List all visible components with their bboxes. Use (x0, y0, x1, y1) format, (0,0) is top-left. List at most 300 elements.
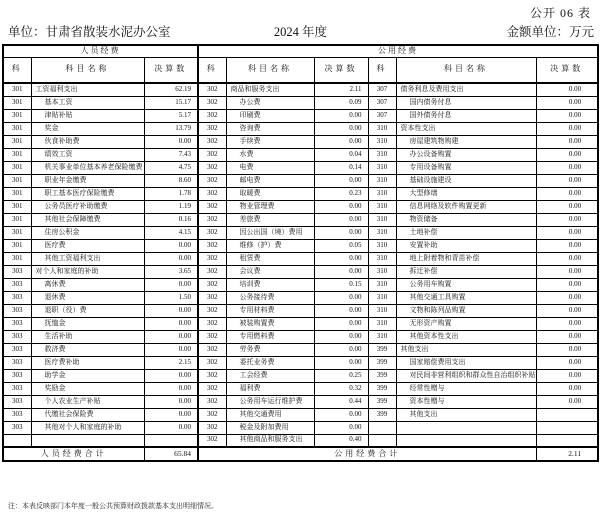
amount-cell: 0.00 (314, 174, 368, 187)
subject-cell: 安置补助 (396, 239, 536, 252)
amount-cell: 0.00 (536, 291, 598, 304)
code-cell: 399 (368, 395, 396, 408)
amount-cell (536, 434, 598, 447)
table-row (3, 304, 598, 317)
code-cell: 302 (198, 408, 226, 421)
subject-cell: 信息网络及软件购置更新 (396, 200, 536, 213)
subject-cell: 职工基本医疗保险缴费 (31, 187, 144, 200)
table-row (3, 174, 598, 187)
code-cell: 399 (368, 356, 396, 369)
subject-cell: 职业年金缴费 (31, 174, 144, 187)
subject-cell: 被装购置费 (226, 317, 314, 330)
code-cell: 302 (198, 161, 226, 174)
amount-cell (536, 408, 598, 421)
amount-cell: 0.00 (536, 148, 598, 161)
amount-cell: 0.00 (536, 356, 598, 369)
code-cell: 302 (198, 382, 226, 395)
code-cell: 399 (368, 343, 396, 356)
subject-cell: 代缴社会保险费 (31, 408, 144, 421)
amount-cell: 0.00 (144, 369, 198, 382)
amount-cell: 0.25 (314, 369, 368, 382)
amount-cell: 0.00 (144, 343, 198, 356)
table-row (3, 96, 598, 109)
subject-cell: 土地补偿 (396, 226, 536, 239)
subject-cell: 地上附着物和青苗补偿 (396, 252, 536, 265)
amount-cell: 0.00 (314, 317, 368, 330)
table-row (3, 434, 598, 447)
code-cell: 302 (198, 174, 226, 187)
amount-cell: 0.00 (314, 122, 368, 135)
subject-cell: 其他支出 (396, 343, 536, 356)
amount-cell: 1.78 (144, 187, 198, 200)
table-row (3, 395, 598, 408)
amount-cell: 0.23 (314, 187, 368, 200)
amount-cell: 0.16 (144, 213, 198, 226)
table-row (3, 200, 598, 213)
amount-cell: 0.05 (314, 239, 368, 252)
amount-cell: 0.00 (314, 421, 368, 434)
amount-cell: 0.00 (536, 343, 598, 356)
code-cell: 301 (3, 148, 31, 161)
code-cell: 303 (3, 304, 31, 317)
code-cell: 307 (368, 109, 396, 122)
amount-cell: 0.00 (144, 382, 198, 395)
table-row (3, 369, 598, 382)
code-cell (368, 421, 396, 434)
amount-cell: 0.00 (314, 200, 368, 213)
code-cell: 302 (198, 109, 226, 122)
table-row (3, 122, 598, 135)
subject-cell: 专用材料费 (226, 304, 314, 317)
code-cell: 310 (368, 226, 396, 239)
code-cell: 301 (3, 83, 31, 96)
subject-cell: 国外债务付息 (396, 109, 536, 122)
code-cell: 310 (368, 317, 396, 330)
subject-cell: 公务接待费 (226, 291, 314, 304)
code-cell: 302 (198, 122, 226, 135)
table-foot (3, 447, 598, 461)
subject-cell: 无形资产购置 (396, 317, 536, 330)
subject-cell: 水费 (226, 148, 314, 161)
table-row (3, 408, 598, 421)
code-cell: 302 (198, 252, 226, 265)
code-cell: 302 (198, 96, 226, 109)
amount-cell: 0.00 (536, 200, 598, 213)
amount-cell: 0.00 (314, 356, 368, 369)
code-cell: 310 (368, 148, 396, 161)
amount-cell: 1.19 (144, 200, 198, 213)
amount-cell: 0.00 (536, 226, 598, 239)
col-header-amount: 决算数 (314, 57, 368, 83)
code-cell: 302 (198, 304, 226, 317)
code-cell: 303 (3, 330, 31, 343)
amount-cell: 0.00 (144, 408, 198, 421)
subject-cell: 文物和陈列品购置 (396, 304, 536, 317)
code-cell: 302 (198, 343, 226, 356)
code-cell: 310 (368, 278, 396, 291)
public-total-value: 2.11 (536, 447, 598, 461)
group-header-personnel: 人员经费 (3, 45, 198, 57)
subject-cell: 伙食补助费 (31, 135, 144, 148)
code-cell: 310 (368, 122, 396, 135)
subject-cell: 物业管理费 (226, 200, 314, 213)
subject-cell: 劳务费 (226, 343, 314, 356)
subject-cell: 委托业务费 (226, 356, 314, 369)
subject-cell: 绩效工资 (31, 148, 144, 161)
subject-cell: 抚恤金 (31, 317, 144, 330)
amount-cell: 7.43 (144, 148, 198, 161)
subject-cell: 其他对个人和家庭的补助 (31, 421, 144, 434)
amount-cell: 0.00 (314, 213, 368, 226)
amount-cell: 0.14 (314, 161, 368, 174)
subject-cell: 基本工资 (31, 96, 144, 109)
subject-cell: 奖金 (31, 122, 144, 135)
amount-cell: 2.11 (314, 83, 368, 96)
code-cell: 301 (3, 174, 31, 187)
amount-cell: 0.00 (536, 317, 598, 330)
amount-cell: 0.00 (314, 291, 368, 304)
subject-cell: 办公设备购置 (396, 148, 536, 161)
subject-cell: 物资储备 (396, 213, 536, 226)
table-row (3, 226, 598, 239)
amount-cell: 0.00 (144, 317, 198, 330)
amount-cell: 0.15 (314, 278, 368, 291)
amount-cell: 8.60 (144, 174, 198, 187)
subject-cell: 工会经费 (226, 369, 314, 382)
amount-cell: 0.00 (536, 395, 598, 408)
subject-cell: 其他资本性支出 (396, 330, 536, 343)
code-cell: 399 (368, 408, 396, 421)
unit-name: 单位：甘肃省散装水泥办公室 (8, 25, 171, 39)
footnote: 注：本表反映部门本年度一般公共预算财政拨款基本支出明细情况。 (8, 502, 218, 510)
table-row (3, 161, 598, 174)
subject-cell: 福利费 (226, 382, 314, 395)
subject-cell: 因公出国（境）费用 (226, 226, 314, 239)
subject-cell: 生活补助 (31, 330, 144, 343)
subject-cell: 专用设备购置 (396, 161, 536, 174)
code-cell: 302 (198, 317, 226, 330)
amount-cell: 0.00 (536, 96, 598, 109)
amount-cell: 0.04 (314, 148, 368, 161)
amount-cell: 0.00 (144, 421, 198, 434)
amount-cell: 0.09 (314, 96, 368, 109)
subject-cell: 住房公积金 (31, 226, 144, 239)
basic-expenditure-table (2, 44, 599, 462)
subject-cell: 机关事业单位基本养老保险缴费 (31, 161, 144, 174)
amount-cell: 0.00 (536, 304, 598, 317)
subject-cell: 救济费 (31, 343, 144, 356)
subject-cell: 资本性支出 (396, 122, 536, 135)
code-cell: 301 (3, 213, 31, 226)
subject-cell: 其他交通工具购置 (396, 291, 536, 304)
amount-cell: 0.00 (536, 382, 598, 395)
subject-cell: 公务用车运行维护费 (226, 395, 314, 408)
subject-cell: 商品和服务支出 (226, 83, 314, 96)
amount-cell: 0.00 (144, 330, 198, 343)
code-cell: 301 (3, 200, 31, 213)
amount-cell: 0.00 (314, 343, 368, 356)
amount-cell: 3.65 (144, 265, 198, 278)
subject-cell: 咨询费 (226, 122, 314, 135)
code-cell: 310 (368, 252, 396, 265)
subject-cell: 国内债务付息 (396, 96, 536, 109)
amount-cell: 0.00 (314, 135, 368, 148)
code-cell: 303 (3, 395, 31, 408)
code-cell: 303 (3, 265, 31, 278)
amount-cell: 0.00 (536, 109, 598, 122)
code-cell: 301 (3, 96, 31, 109)
table-row (3, 356, 598, 369)
amount-cell: 0.00 (144, 239, 198, 252)
public-total-label: 公用经费合计 (198, 447, 536, 461)
amount-cell (536, 421, 598, 434)
table-row (3, 187, 598, 200)
code-cell: 302 (198, 213, 226, 226)
amount-cell: 0.00 (144, 304, 198, 317)
amount-cell: 0.00 (144, 135, 198, 148)
table-row (3, 239, 598, 252)
report-header (0, 22, 601, 38)
amount-cell: 2.15 (144, 356, 198, 369)
subject-cell (31, 434, 144, 447)
subject-cell: 维修（护）费 (226, 239, 314, 252)
table-row (3, 213, 598, 226)
amount-cell: 0.00 (536, 265, 598, 278)
amount-cell: 0.00 (536, 174, 598, 187)
column-header-row (3, 57, 598, 83)
subject-cell: 经常性赠与 (396, 382, 536, 395)
amount-cell: 0.00 (314, 408, 368, 421)
amount-cell: 1.50 (144, 291, 198, 304)
subject-cell: 其他社会保障缴费 (31, 213, 144, 226)
code-cell: 399 (368, 369, 396, 382)
table-row (3, 148, 598, 161)
subject-cell: 手续费 (226, 135, 314, 148)
amount-cell: 15.17 (144, 96, 198, 109)
code-cell: 301 (3, 109, 31, 122)
subject-cell: 助学金 (31, 369, 144, 382)
code-cell: 303 (3, 278, 31, 291)
col-header-code: 科 (198, 57, 226, 83)
code-cell: 310 (368, 239, 396, 252)
subject-cell (396, 434, 536, 447)
col-header-code: 科 (368, 57, 396, 83)
subject-cell: 其他交通费用 (226, 408, 314, 421)
code-cell: 307 (368, 96, 396, 109)
code-cell: 310 (368, 213, 396, 226)
code-cell: 303 (3, 317, 31, 330)
code-cell: 307 (368, 83, 396, 96)
code-cell: 302 (198, 200, 226, 213)
table-head (3, 45, 598, 83)
subject-cell: 专用燃料费 (226, 330, 314, 343)
code-cell: 310 (368, 135, 396, 148)
code-cell (3, 434, 31, 447)
amount-cell: 4.15 (144, 226, 198, 239)
subject-cell: 房屋建筑物购建 (396, 135, 536, 148)
subject-cell: 培训费 (226, 278, 314, 291)
code-cell: 301 (3, 161, 31, 174)
code-cell: 302 (198, 291, 226, 304)
amount-cell: 0.00 (536, 187, 598, 200)
amount-cell: 0.00 (536, 122, 598, 135)
code-cell: 303 (3, 382, 31, 395)
subject-cell: 其他支出 (396, 408, 536, 421)
table-footer-row (3, 447, 598, 461)
code-cell: 310 (368, 187, 396, 200)
subject-cell: 会议费 (226, 265, 314, 278)
group-header-row (3, 45, 598, 57)
amount-cell: 0.00 (314, 330, 368, 343)
code-cell: 302 (198, 434, 226, 447)
code-cell: 302 (198, 278, 226, 291)
code-cell: 302 (198, 395, 226, 408)
code-cell: 302 (198, 135, 226, 148)
code-cell: 301 (3, 122, 31, 135)
code-cell: 301 (3, 239, 31, 252)
table-row (3, 317, 598, 330)
code-cell: 310 (368, 161, 396, 174)
amount-unit: 金额单位：万元 (506, 25, 594, 39)
amount-cell: 0.00 (536, 213, 598, 226)
code-cell: 302 (198, 421, 226, 434)
code-cell: 310 (368, 200, 396, 213)
code-cell: 310 (368, 174, 396, 187)
subject-cell: 对个人和家庭的补助 (31, 265, 144, 278)
subject-cell: 资本性赠与 (396, 395, 536, 408)
subject-cell: 差旅费 (226, 213, 314, 226)
subject-cell: 离休费 (31, 278, 144, 291)
code-cell: 302 (198, 83, 226, 96)
code-cell: 301 (3, 135, 31, 148)
code-cell: 302 (198, 148, 226, 161)
personnel-total-label: 人员经费合计 (3, 447, 144, 461)
subject-cell: 印刷费 (226, 109, 314, 122)
amount-cell: 0.00 (536, 278, 598, 291)
code-cell: 303 (3, 421, 31, 434)
amount-cell: 0.00 (536, 369, 598, 382)
col-header-code: 科 (3, 57, 31, 83)
subject-cell: 其他商品和服务支出 (226, 434, 314, 447)
subject-cell: 津贴补贴 (31, 109, 144, 122)
subject-cell: 医疗费补助 (31, 356, 144, 369)
code-cell: 303 (3, 369, 31, 382)
subject-cell: 国家赔偿费用支出 (396, 356, 536, 369)
amount-cell: 0.00 (144, 252, 198, 265)
col-header-subject: 科目名称 (31, 57, 144, 83)
subject-cell: 退职（役）费 (31, 304, 144, 317)
code-cell: 302 (198, 265, 226, 278)
code-cell: 302 (198, 187, 226, 200)
amount-cell: 0.00 (314, 109, 368, 122)
col-header-subject: 科目名称 (226, 57, 314, 83)
table-row (3, 109, 598, 122)
subject-cell: 邮电费 (226, 174, 314, 187)
subject-cell: 基础设施建设 (396, 174, 536, 187)
amount-cell: 0.00 (536, 330, 598, 343)
subject-cell: 工资福利支出 (31, 83, 144, 96)
fiscal-year: 2024 年度 (273, 25, 328, 39)
amount-cell: 0.00 (536, 239, 598, 252)
subject-cell: 对民间非营利组织和群众性自治组织补贴 (396, 369, 536, 382)
amount-cell: 0.00 (144, 395, 198, 408)
table-row (3, 135, 598, 148)
table-row (3, 278, 598, 291)
table-row (3, 382, 598, 395)
amount-cell: 5.17 (144, 109, 198, 122)
code-cell: 301 (3, 187, 31, 200)
subject-cell: 拆迁补偿 (396, 265, 536, 278)
amount-cell: 0.32 (314, 382, 368, 395)
table-row (3, 330, 598, 343)
subject-cell: 退休费 (31, 291, 144, 304)
subject-cell: 大型修缮 (396, 187, 536, 200)
table-row (3, 291, 598, 304)
personnel-total-value: 65.84 (144, 447, 198, 461)
amount-cell: 0.00 (144, 278, 198, 291)
col-header-amount: 决算数 (144, 57, 198, 83)
code-cell: 302 (198, 226, 226, 239)
subject-cell: 债务利息及费用支出 (396, 83, 536, 96)
subject-cell: 办公费 (226, 96, 314, 109)
amount-cell (144, 434, 198, 447)
subject-cell: 医疗费 (31, 239, 144, 252)
table-row (3, 265, 598, 278)
amount-cell: 0.00 (314, 252, 368, 265)
subject-cell: 取暖费 (226, 187, 314, 200)
code-cell: 301 (3, 252, 31, 265)
subject-cell: 个人农业生产补贴 (31, 395, 144, 408)
group-header-public: 公用经费 (198, 45, 598, 57)
amount-cell: 0.00 (536, 135, 598, 148)
code-cell: 310 (368, 265, 396, 278)
table-row (3, 252, 598, 265)
code-cell: 303 (3, 291, 31, 304)
code-cell: 303 (3, 343, 31, 356)
code-cell: 399 (368, 382, 396, 395)
code-cell: 303 (3, 356, 31, 369)
subject-cell: 税金及附加费用 (226, 421, 314, 434)
table-row (3, 83, 598, 96)
code-cell: 302 (198, 330, 226, 343)
code-cell: 302 (198, 369, 226, 382)
amount-cell: 0.40 (314, 434, 368, 447)
subject-cell: 电费 (226, 161, 314, 174)
amount-cell: 13.79 (144, 122, 198, 135)
col-header-subject: 科目名称 (396, 57, 536, 83)
amount-cell: 4.75 (144, 161, 198, 174)
amount-cell: 0.00 (536, 161, 598, 174)
amount-cell: 0.00 (536, 83, 598, 96)
code-cell: 310 (368, 291, 396, 304)
subject-cell: 其他工资福利支出 (31, 252, 144, 265)
col-header-amount: 决算数 (536, 57, 598, 83)
subject-cell: 公务员医疗补助缴费 (31, 200, 144, 213)
table-row (3, 343, 598, 356)
amount-cell: 0.00 (314, 265, 368, 278)
code-cell: 301 (3, 226, 31, 239)
subject-cell: 租赁费 (226, 252, 314, 265)
code-cell (368, 434, 396, 447)
amount-cell: 0.44 (314, 395, 368, 408)
amount-cell: 62.19 (144, 83, 198, 96)
form-number: 公开 06 表 (529, 6, 591, 20)
code-cell: 302 (198, 356, 226, 369)
table-body (3, 83, 598, 447)
code-cell: 310 (368, 330, 396, 343)
table-row (3, 421, 598, 434)
code-cell: 303 (3, 408, 31, 421)
